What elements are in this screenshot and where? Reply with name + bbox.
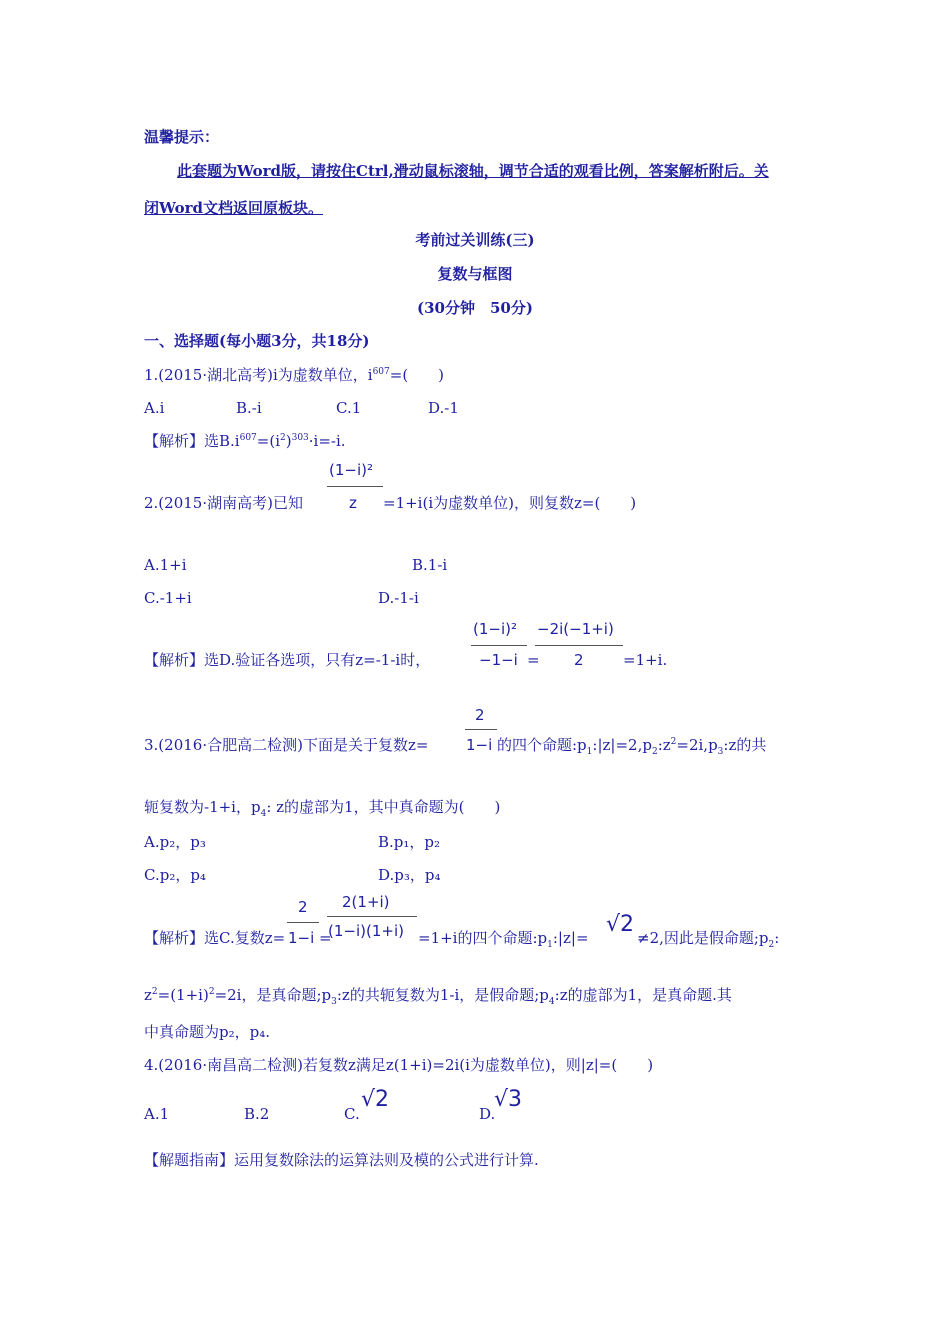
q3-ans-f1-den: 1−i — [288, 929, 315, 947]
q2-ans-f2-den: 2 — [574, 651, 584, 669]
q4-stem: 4.(2016·南昌高二检测)若复数z满足z(1+i)=2i(i为虚数单位)，则|z|=( ) — [144, 1056, 654, 1074]
q3-stem-a: 3.(2016·合肥高二检测)下面是关于复数z= — [144, 736, 429, 754]
tip-line-1[interactable]: 此套题为Word版，请按住Ctrl,滑动鼠标滚轴，调节合适的观看比例，答案解析附后。关 — [177, 162, 769, 180]
tip-line-2[interactable]: 闭Word文档返回原板块。 — [144, 199, 324, 217]
q3-ans-f2-num: 2(1+i) — [342, 893, 390, 911]
page-subtitle: 复数与框图 — [437, 265, 513, 283]
q1-answer: 【解析】选$B.i^{607}=(i^2)^{303}\cdot i=-i$. — [144, 432, 346, 450]
q3-frac-den: 1−i — [466, 736, 493, 754]
q3-ans-f1-num: 2 — [298, 898, 308, 916]
q2-option-a: A.1+i — [144, 556, 187, 574]
q4-sqrt3: √3 — [494, 1087, 523, 1112]
q3-stem-b: 的四个命题$:p_1:|z|=2,p_2:z^2=2i,p_3:z$的共 — [497, 736, 767, 757]
q3-sqrt2: √2 — [606, 912, 635, 937]
q3-frac-bar — [465, 729, 497, 730]
q2-ans-f1-den: −1−i — [479, 651, 518, 669]
q2-answer-b: =1+i. — [623, 651, 668, 669]
q3-answer-line2: $z^2=(1+i)^2=2i$，是真命题$;p_3:z$的共轭复数为1-i，是假命题$;p_4:z$的虚部为1，是真命题.其 — [144, 986, 732, 1007]
q3-answer-a: 【解析】选C.复数z= — [144, 929, 286, 947]
q3-answer-c: ≠2,因此是假命题$;p_2$: — [637, 929, 780, 950]
q3-ans-eq: = — [319, 929, 332, 947]
q2-ans-f1-bar — [471, 645, 527, 646]
q4-sqrt2: √2 — [361, 1087, 390, 1112]
q3-ans-f1-bar — [287, 922, 319, 923]
q2-answer-a: 【解析】选D.验证各选项，只有z=-1-i时， — [144, 651, 431, 669]
q2-ans-f2-bar — [535, 645, 623, 646]
q4-option-d: D. — [479, 1105, 496, 1123]
page-title: 考前过关训练(三) — [415, 231, 535, 249]
q2-frac-den: z — [349, 494, 357, 512]
q3-option-a: A.p₂，p₃ — [144, 833, 206, 851]
q3-option-d: D.p₃，p₄ — [378, 866, 441, 884]
q3-answer-b: =1+i的四个命题$:p_1:|z|=$ — [418, 929, 589, 950]
q3-answer-line3: 中真命题为p₂，p₄. — [144, 1023, 270, 1041]
q2-option-d: D.-1-i — [378, 589, 419, 607]
q1-stem: 1.(2015·湖北高考)i为虚数单位，$i^{607}=$( ) — [144, 366, 445, 384]
q3-stem-line2: 轭复数为-1+i，$p_4$: z的虚部为1，其中真命题为( ) — [144, 798, 501, 819]
q3-frac-num: 2 — [475, 706, 485, 724]
q2-option-c: C.-1+i — [144, 589, 192, 607]
q1-option-c: C.1 — [336, 399, 362, 417]
q2-stem-a: 2.(2015·湖南高考)已知 — [144, 494, 303, 512]
q4-option-a: A.1 — [144, 1105, 170, 1123]
q3-ans-f2-den: (1−i)(1+i) — [328, 922, 404, 940]
q1-option-a: A.i — [144, 399, 165, 417]
section-heading: 一、选择题(每小题3分，共18分) — [144, 332, 370, 350]
time-score: (30分钟 50分) — [417, 299, 533, 317]
q4-guide: 【解题指南】运用复数除法的运算法则及模的公式进行计算. — [144, 1151, 539, 1169]
q2-ans-f2-num: −2i(−1+i) — [537, 620, 614, 638]
q1-option-d: D.-1 — [428, 399, 459, 417]
q4-option-b: B.2 — [244, 1105, 270, 1123]
q2-ans-f1-num: (1−i)² — [473, 620, 517, 638]
q3-option-c: C.p₂，p₄ — [144, 866, 206, 884]
q2-stem-b: =1+i(i为虚数单位)，则复数z=( ) — [383, 494, 637, 512]
q3-ans-f2-bar — [327, 916, 417, 917]
q1-option-b: B.-i — [236, 399, 262, 417]
q2-option-b: B.1-i — [412, 556, 448, 574]
q4-option-c: C. — [344, 1105, 360, 1123]
tip-title: 温馨提示： — [144, 128, 220, 146]
q2-frac-num: (1−i)² — [329, 461, 373, 479]
q3-option-b: B.p₁，p₂ — [378, 833, 441, 851]
q2-frac-bar — [327, 486, 383, 487]
q2-ans-eq: = — [527, 651, 540, 669]
